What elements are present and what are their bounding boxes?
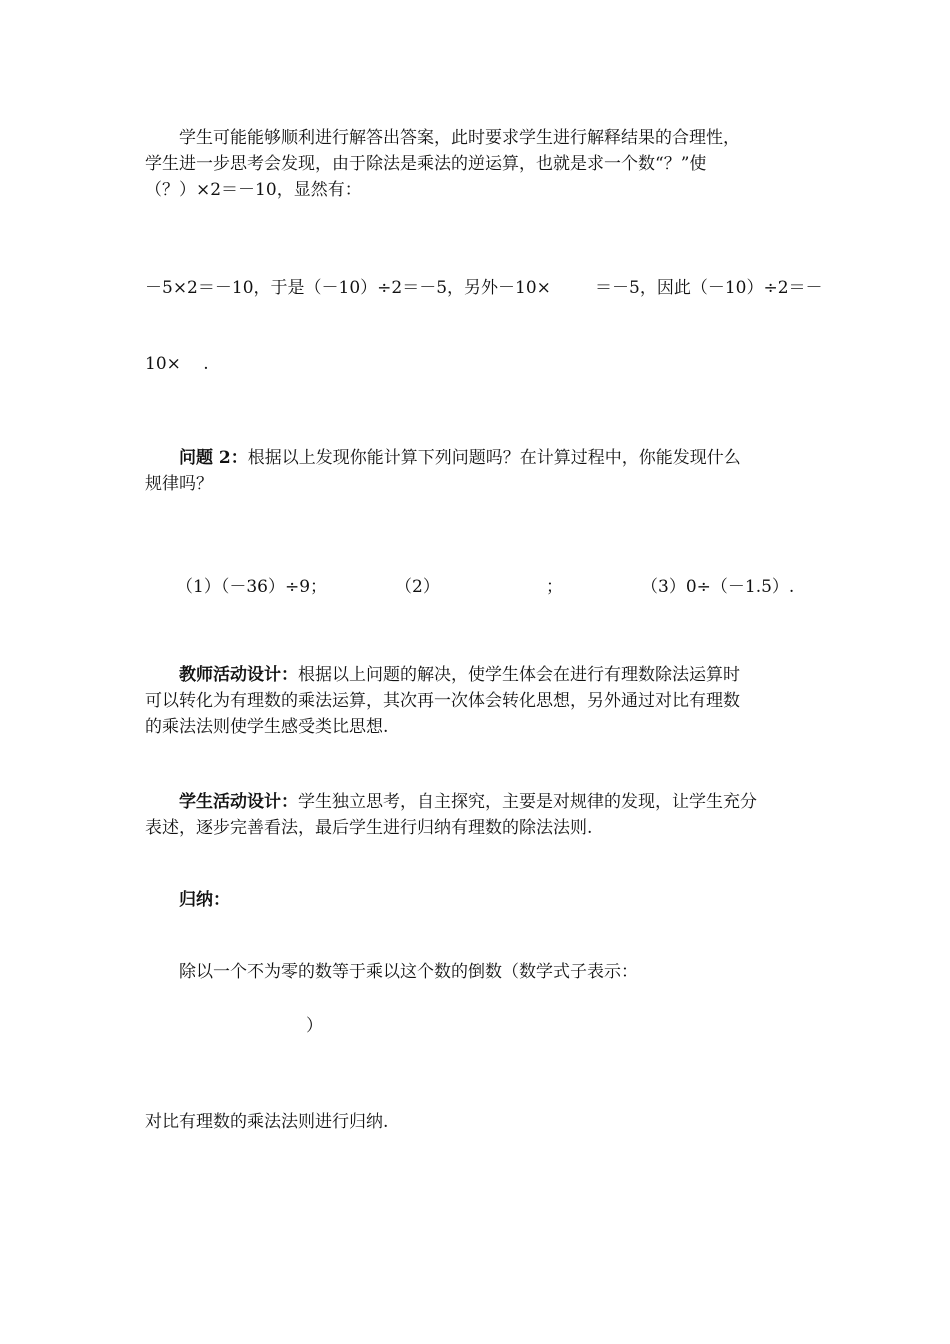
question-2-label: 问题 2： — [179, 448, 248, 468]
question-2-text: 根据以上发现你能计算下列问题吗？在计算过程中，你能发现什么 — [247, 448, 741, 468]
student-text: 学生独立思考，自主探究，主要是对规律的发现，让学生充分 — [298, 792, 757, 812]
problems-row — [176, 575, 816, 600]
summary-final: 对比有理数的乘法法则进行归纳. — [145, 1112, 389, 1132]
question-2-line2: 规律吗？ — [145, 474, 213, 494]
equation-line-1 — [145, 276, 823, 301]
summary-rule-close: ） — [306, 1016, 323, 1036]
equation-part-a: －5×2＝－10，于是（－10）÷2＝－5，另外－10× — [145, 278, 551, 298]
problem-2-end: ； — [546, 577, 563, 597]
teacher-label: 教师活动设计： — [179, 665, 298, 685]
problem-1: （1）（－36）÷9； — [176, 577, 328, 597]
equation-part-b: ＝－5，因此（－10）÷2＝－ — [595, 278, 823, 298]
student-line1 — [179, 790, 815, 815]
summary-label: 归纳： — [179, 890, 230, 910]
question-2-line1 — [179, 446, 815, 471]
para1-line3: （？）×2＝－10，显然有： — [145, 180, 362, 200]
summary-rule: 除以一个不为零的数等于乘以这个数的倒数（数学式子表示： — [179, 962, 638, 982]
problem-3: （3）0÷（－1.5）. — [641, 577, 795, 597]
student-line2: 表述，逐步完善看法，最后学生进行归纳有理数的除法法则. — [145, 818, 593, 838]
problem-2: （2） — [395, 577, 440, 597]
teacher-line3: 的乘法法则使学生感受类比思想. — [145, 717, 389, 737]
para1-line1: 学生可能能够顺利进行解答出答案，此时要求学生进行解释结果的合理性， — [179, 128, 740, 148]
teacher-line1 — [179, 663, 815, 688]
equation-line-2: 10× . — [145, 354, 209, 374]
para1-line2: 学生进一步思考会发现，由于除法是乘法的逆运算，也就是求一个数“？”使 — [145, 154, 707, 174]
teacher-line2: 可以转化为有理数的乘法运算，其次再一次体会转化思想，另外通过对比有理数 — [145, 691, 740, 711]
student-label: 学生活动设计： — [179, 792, 298, 812]
teacher-text: 根据以上问题的解决，使学生体会在进行有理数除法运算时 — [298, 665, 740, 685]
